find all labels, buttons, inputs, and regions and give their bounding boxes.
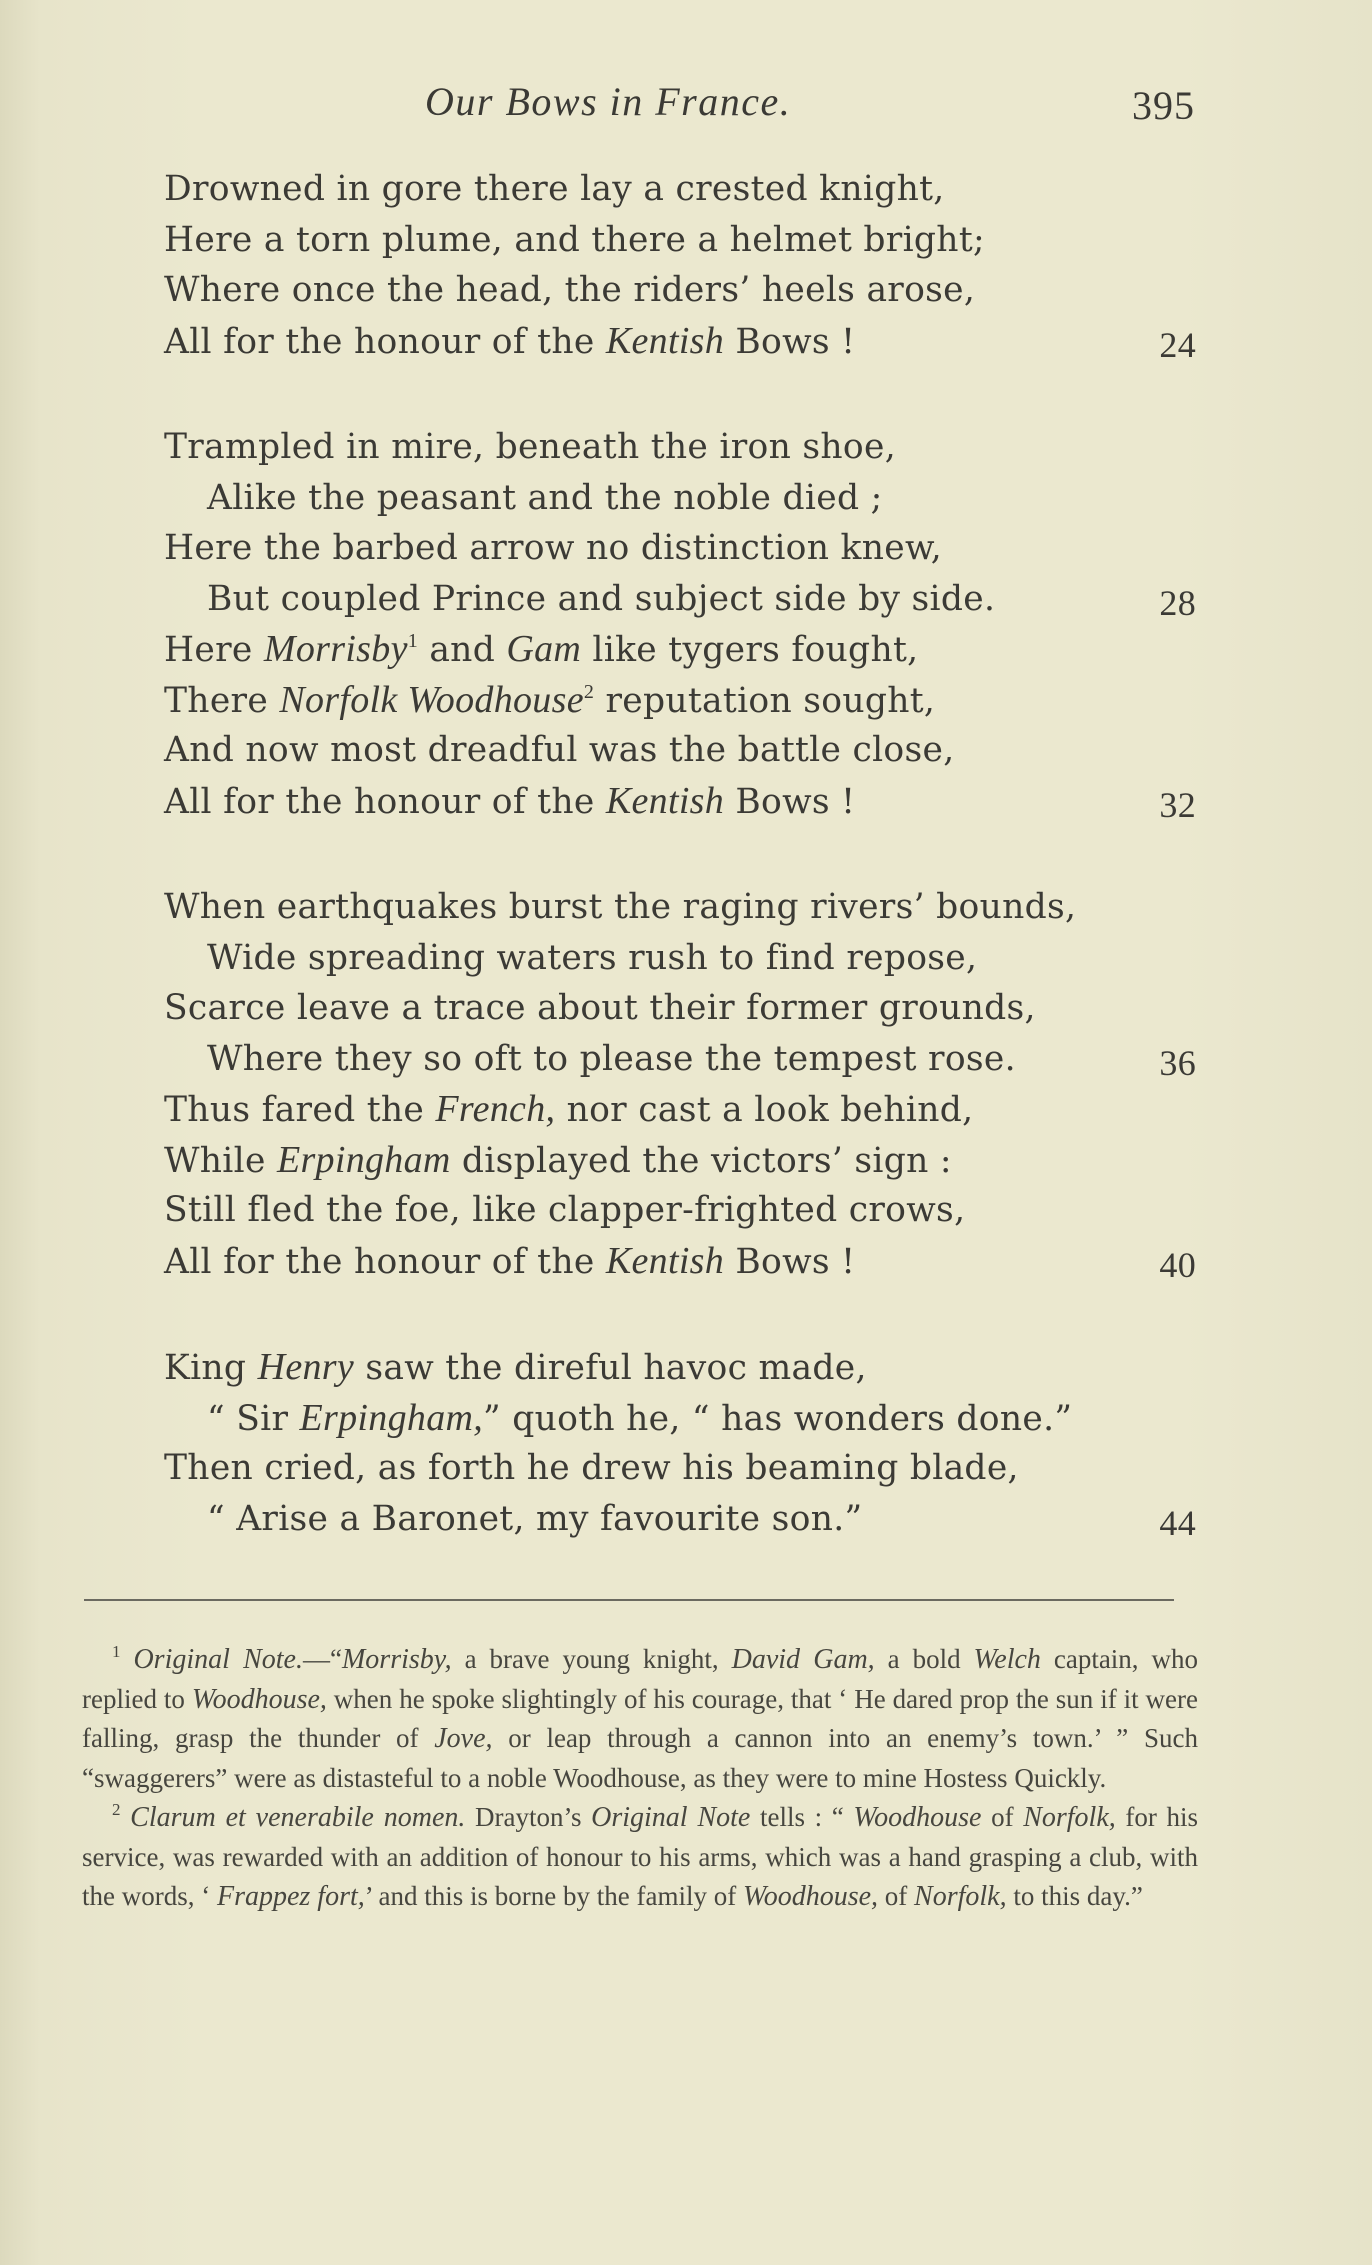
- text-run: or leap through a cannon into an enemy’s town.’ ” Such “swaggerers” were as distasteful to a noble Woodhouse, as they were to mine Hostess Quickly.: [82, 1723, 1199, 1793]
- line-text: Where once the head, the riders’ heels arose,: [164, 270, 976, 310]
- line-text: [164, 1236, 855, 1288]
- poem-line: [0, 1342, 1372, 1393]
- italic-run: Clarum et venerabile nomen.: [130, 1802, 466, 1833]
- italic-run: Kentish: [605, 319, 725, 362]
- footnote-2: [82, 1798, 1198, 1917]
- poem-line: [0, 574, 1372, 625]
- italic-run: Kentish: [605, 1239, 725, 1282]
- italic-run: Woodhouse,: [742, 1881, 879, 1912]
- footnotes: [82, 1640, 1198, 1917]
- italic-run: David Gam,: [731, 1644, 875, 1675]
- text-run: when he spoke slightingly of his courage, that ‘ He dared prop the sun if it were falling, grasp the thunder of: [82, 1683, 1199, 1753]
- poem-line: [0, 725, 1372, 776]
- line-text: [164, 316, 855, 368]
- poem-line: [0, 624, 1372, 675]
- running-title: Our Bows in France.: [425, 79, 792, 124]
- poem-line: [0, 265, 1372, 316]
- poem-line: [0, 1393, 1372, 1444]
- text-run: of: [878, 1881, 915, 1911]
- italic-run: Gam: [506, 628, 582, 670]
- line-text: Alike the peasant and the noble died ;: [207, 477, 883, 518]
- line-text: [164, 1342, 867, 1394]
- text-run: tells : “: [750, 1802, 854, 1832]
- text-run: All for the honour of the: [164, 1241, 606, 1282]
- page-number: 395: [1132, 83, 1195, 128]
- footnote-rule: [84, 1599, 1174, 1601]
- italic-run: Frappez fort,: [216, 1881, 365, 1912]
- line-text: Here a torn plume, and there a helmet bright;: [164, 219, 985, 260]
- poem-line: [0, 473, 1372, 524]
- line-text: Scarce leave a trace about their former grounds,: [164, 988, 1036, 1028]
- footnote-marker: 1: [112, 1642, 121, 1661]
- text-run: to this day.”: [1006, 1881, 1143, 1911]
- text-run: saw the direful havoc made,: [354, 1348, 867, 1388]
- poem-line: [0, 675, 1372, 726]
- text-run: “ Sir: [207, 1398, 300, 1439]
- stanza-gap: [0, 1286, 1372, 1342]
- text-run: nor cast a look behind,: [555, 1090, 974, 1130]
- text-run: Bows !: [724, 321, 856, 362]
- italic-run: Erpingham: [276, 1138, 451, 1181]
- stanza-1: [0, 164, 1372, 366]
- italic-run: Jove,: [434, 1723, 493, 1754]
- stanza-2: [0, 422, 1372, 826]
- poem-line: [0, 164, 1372, 215]
- stanza-gap: [0, 826, 1372, 882]
- running-head: [0, 78, 1372, 128]
- text-run: While: [164, 1140, 277, 1181]
- stanza-4: [0, 1342, 1372, 1544]
- poem-line: [0, 882, 1372, 933]
- text-run: Bows !: [724, 781, 856, 822]
- line-text: Where they so oft to please the tempest rose.: [207, 1038, 1016, 1079]
- text-run: of: [981, 1802, 1024, 1832]
- line-text: Here the barbed arrow no distinction knew,: [164, 528, 942, 568]
- italic-run: Henry: [257, 1346, 355, 1388]
- poem-line: [0, 933, 1372, 984]
- italic-run: Original Note.: [133, 1644, 303, 1675]
- text-run: ” quoth he, “ has wonders done.”: [483, 1398, 1073, 1439]
- line-number: 36: [1159, 1042, 1196, 1083]
- italic-run: Woodhouse: [853, 1802, 982, 1833]
- poem-line: [0, 316, 1372, 367]
- line-number: 24: [1159, 324, 1196, 365]
- text-run: There: [164, 680, 280, 721]
- line-text: [207, 1393, 1072, 1445]
- line-text: Still fled the foe, like clapper-frighted crows,: [164, 1190, 966, 1230]
- text-run: displayed the victors’ sign :: [450, 1140, 952, 1181]
- footnote-ref[interactable]: 1: [407, 630, 419, 652]
- text-run: like tygers fought,: [581, 630, 919, 670]
- poem-line: [0, 983, 1372, 1034]
- poem-line: [0, 1443, 1372, 1494]
- line-text: [164, 776, 855, 828]
- line-text: Wide spreading waters rush to find repose,: [207, 937, 978, 978]
- italic-run: Original Note: [591, 1802, 751, 1833]
- italic-run: French,: [435, 1088, 556, 1130]
- poem-line: [0, 1236, 1372, 1287]
- poem-line: [0, 523, 1372, 574]
- line-text: Drowned in gore there lay a crested knight,: [164, 169, 945, 209]
- text-run: —“: [303, 1644, 342, 1674]
- text-run: and: [418, 630, 507, 670]
- text-run: reputation sought,: [594, 680, 936, 721]
- italic-run: Erpingham,: [299, 1396, 484, 1439]
- poem-line: [0, 1185, 1372, 1236]
- line-text: [164, 1135, 952, 1187]
- line-number: 32: [1159, 784, 1196, 825]
- line-number: 44: [1159, 1502, 1196, 1543]
- footnote-ref[interactable]: 2: [583, 680, 595, 703]
- line-text: When earthquakes burst the raging rivers’ bounds,: [164, 887, 1077, 927]
- line-text: [164, 624, 918, 676]
- italic-run: Woodhouse,: [191, 1683, 327, 1715]
- italic-run: Norfolk,: [1023, 1802, 1116, 1833]
- line-text: But coupled Prince and subject side by side.: [207, 578, 996, 619]
- line-number: 28: [1159, 582, 1196, 623]
- text-run: All for the honour of the: [164, 781, 606, 822]
- text-run: for his service, was rewarded with an addition of honour to his arms, which was a hand grasping a club, with the words, ‘: [82, 1802, 1199, 1911]
- text-run: a bold: [874, 1644, 974, 1674]
- poem-line: [0, 422, 1372, 473]
- line-text: And now most dreadful was the battle close,: [164, 730, 955, 770]
- footnote-marker: 2: [112, 1800, 121, 1819]
- poem-line: [0, 1084, 1372, 1135]
- line-text: Then cried, as forth he drew his beaming blade,: [164, 1448, 1019, 1488]
- italic-run: Welch: [973, 1644, 1041, 1675]
- italic-run: Morrisby: [263, 628, 408, 670]
- line-text: [164, 1084, 973, 1136]
- poem-line: [0, 1034, 1372, 1085]
- footnote-1: [82, 1640, 1198, 1798]
- text-run: All for the honour of the: [164, 321, 606, 362]
- text-run: Bows !: [724, 1241, 856, 1282]
- stanza-3: [0, 882, 1372, 1286]
- poem-line: [0, 776, 1372, 827]
- text-run: Here: [164, 630, 264, 670]
- text-run: Thus fared the: [164, 1090, 436, 1130]
- poem: [0, 164, 1372, 1544]
- text-run: Drayton’s: [465, 1802, 592, 1832]
- line-text: Trampled in mire, beneath the iron shoe,: [164, 427, 896, 467]
- text-run: captain, who replied to: [82, 1644, 1199, 1714]
- line-number: 40: [1159, 1244, 1196, 1285]
- text-run: King: [164, 1348, 258, 1388]
- stanza-gap: [0, 366, 1372, 422]
- line-text: [164, 675, 935, 727]
- text-run: ’ and this is borne by the family of: [364, 1881, 743, 1911]
- poem-line: [0, 1494, 1372, 1545]
- italic-run: Kentish: [605, 779, 725, 822]
- italic-run: Norfolk,: [914, 1881, 1007, 1912]
- italic-run: Morrisby,: [341, 1644, 452, 1675]
- poem-line: [0, 215, 1372, 266]
- line-text: “ Arise a Baronet, my favourite son.”: [207, 1498, 863, 1539]
- text-run: a brave young knight,: [451, 1644, 732, 1674]
- poem-line: [0, 1135, 1372, 1186]
- italic-run: Norfolk Woodhouse: [279, 678, 584, 721]
